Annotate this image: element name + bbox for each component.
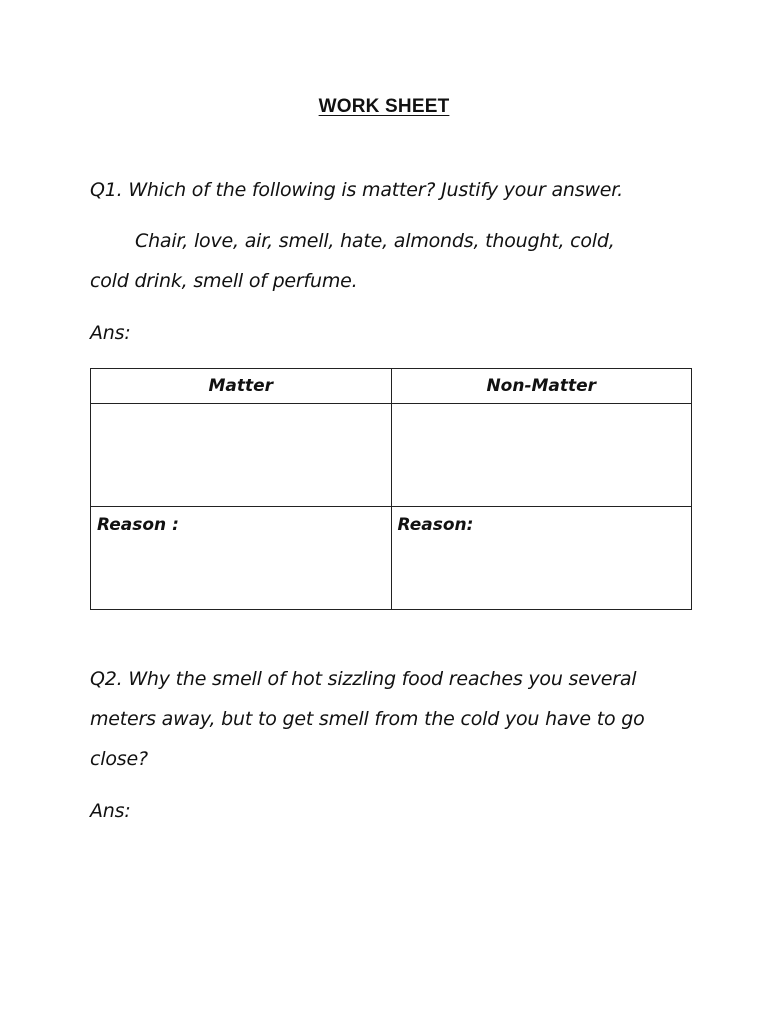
non-matter-reason-cell[interactable] (391, 507, 692, 610)
reason-row (91, 507, 692, 610)
matter-reason-label: Reason : (97, 515, 179, 535)
matter-column-header: Matter (91, 369, 392, 404)
table-header-row (91, 369, 692, 404)
page-title: WORK SHEET (318, 96, 450, 117)
question-1-items-line-2: cold drink, smell of perfume. (90, 270, 358, 292)
question-2-answer-label: Ans: (90, 800, 131, 822)
non-matter-reason-label: Reason: (397, 515, 474, 535)
question-2-line-2: meters away, but to get smell from the cold you have to go (90, 708, 645, 730)
question-1-items-line-1: Chair, love, air, smell, hate, almonds, thought, cold, (135, 230, 615, 252)
non-matter-answer-cell[interactable] (391, 404, 692, 507)
question-2-line-3: close? (90, 748, 148, 770)
question-1-text: Q1. Which of the following is matter? Justify your answer. (90, 179, 624, 201)
question-1-answer-label: Ans: (90, 322, 131, 344)
matter-answer-cell[interactable] (91, 404, 392, 507)
matter-classification-table (90, 368, 692, 610)
question-2-line-1: Q2. Why the smell of hot sizzling food reaches you several (90, 668, 637, 690)
non-matter-column-header: Non-Matter (391, 369, 692, 404)
answer-row (91, 404, 692, 507)
matter-reason-cell[interactable] (91, 507, 392, 610)
